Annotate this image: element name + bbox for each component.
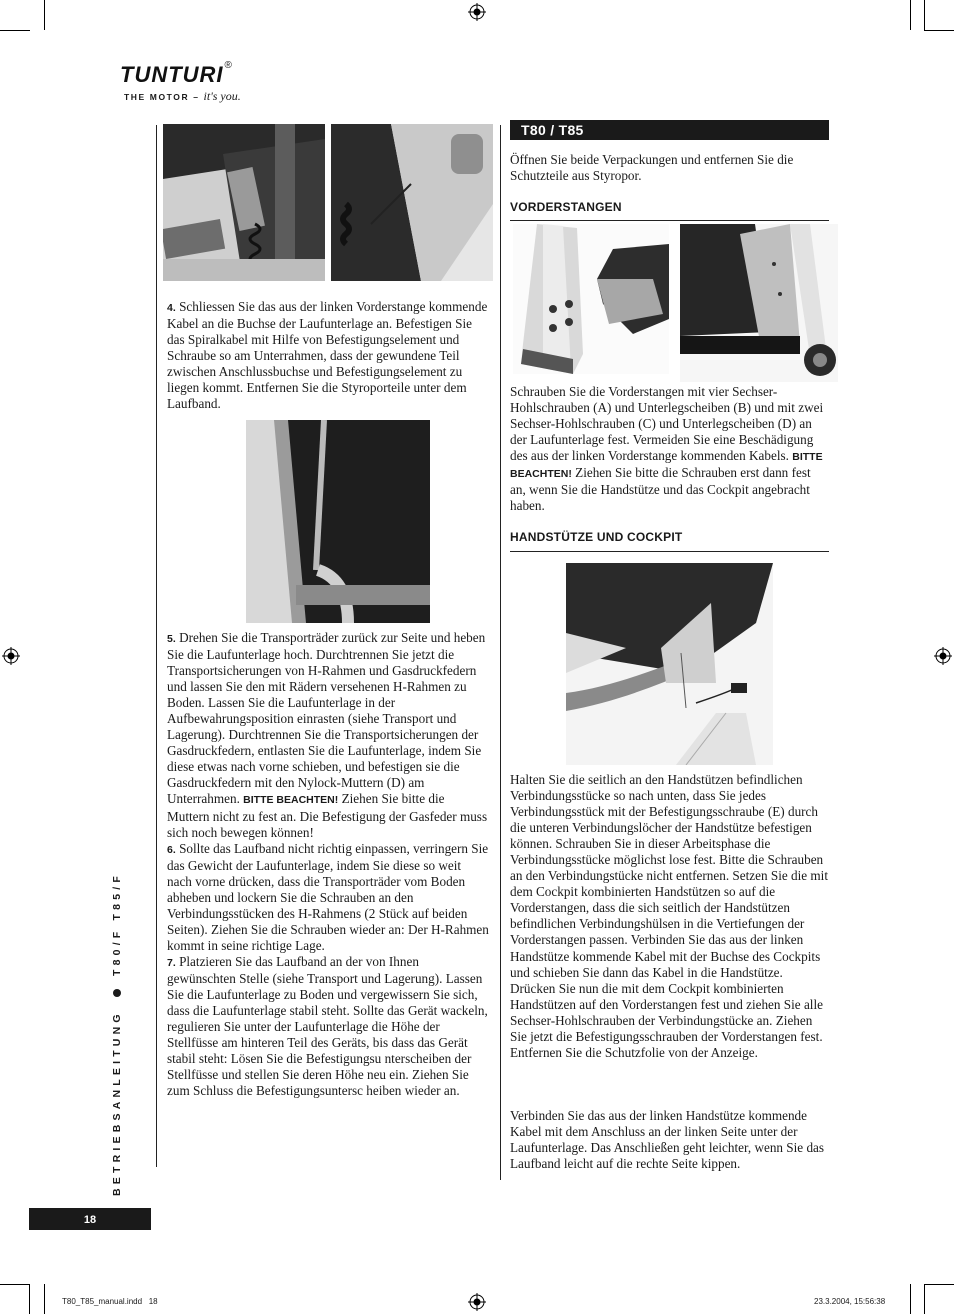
crop-mark (0, 30, 30, 31)
crop-mark (924, 1284, 925, 1314)
figure-handrail-cockpit (566, 563, 773, 765)
tagline-italic: it's you. (203, 89, 241, 103)
manual-title: BETRIEBSANLEITUNG (111, 1010, 123, 1196)
footer-file: T80_T85_manual.indd 18 (62, 1297, 158, 1306)
registered-mark: ® (224, 60, 232, 71)
vorderstangen-para: Schrauben Sie die Vorderstangen mit vier Sechser-Hohlschrauben (A) und Unterlegscheiben (B) und mit zwei Sechser-Hohlschrauben (C) und Unterlegscheiben (D) an der Laufunterlage fest. Vermeiden Sie eine Beschädigung des aus der linken Vorderstange kommenden Kabels. (510, 384, 824, 464)
subheading-rule (510, 220, 829, 221)
logo-wordmark: TUNTURI (120, 62, 224, 87)
vorderstangen-tail: Ziehen Sie bitte die Schrauben erst dann fest an, wenn Sie die Handstütze und das Cockpit angebracht haben. (510, 465, 811, 514)
model-label: T80/F T85/F (111, 872, 123, 976)
crop-mark (910, 1284, 911, 1314)
brand-tagline (124, 87, 241, 105)
crop-mark (44, 1284, 45, 1314)
crop-mark (44, 0, 45, 30)
section-title-bar (510, 120, 829, 140)
crop-mark (0, 1284, 30, 1285)
step-7-number: 7. (167, 956, 176, 969)
crop-mark (924, 0, 925, 30)
side-divider (156, 125, 157, 1167)
footer-timestamp: 23.3.2004, 15:56:38 (814, 1297, 886, 1306)
vorderstangen-text (510, 384, 828, 514)
step-4-number: 4. (167, 302, 176, 314)
crop-mark (924, 30, 954, 31)
column-divider (500, 125, 501, 1180)
handstuetze-text: Halten Sie die seitlich an den Handstützen befindlichen Verbindungsstücke so nach unten, dass Sie jedes Verbindungsstück mit der Befestigungsschraube (E) durch die unteren Verbindungslöcher der Handstütze befestigen können. Schrauben Sie in dieser Arbeitsphase die Verbindungsstücke möglichst lose fest. Bitte die Schrauben an den Verbindungstücke nicht entfernen. Setzen Sie die mit dem Cockpit kombinierten Handstützen so auf die Vorderstangen, dass die sich seitlich der Handstützen befindlichen Verbindungshülsen in die Vertiefungen der Vorderstangen passen. Verbinden Sie das aus der linken Handstütze kommende Kabel mit der Buchse des Cockpits und schieben Sie dann das Kabel in die Handstütze. Drücken Sie nun die mit dem Cockpit kombinierten Handstützen auf den Vorderstangen fest und ziehen Sie alle Sechser-Hohlschrauben der Verbindungstücke an. Ziehen Sie jetzt die Befestigungsschrauben der Vorderstangen fest. Entfernen Sie die Schutzfolie von der Anzeige. (510, 772, 828, 1060)
step-4-text: Schliessen Sie das aus der linken Vorderstange kommende Kabel an die Buchse der Laufunterlage an. Befestigen Sie das Spiralkabel mit Hilfe von Befestigungselement und Schraube so am Unterrahmen, dass der gewundene Teil zwischen Anschlussbuchse und Befestigungselement zu liegen kommt. Entfernen Sie die Styroporteile unter dem Laufband. (167, 299, 488, 412)
brand-logo (120, 62, 232, 88)
step-4 (167, 299, 489, 412)
subheading-vorderstangen: VORDERSTANGEN (510, 200, 622, 214)
step-7-text: Platzieren Sie das Laufband an der von Ihnen gewünschten Stelle (siehe Transport und Lagerung). Lassen Sie die Laufunterlage zu Boden und vergewissern Sie sich, dass die Laufunterlage stabil steht. Sollte das Gerät wackeln, regulieren Sie unter der Laufunterlage die Höhe der Stellfüsse am hinteren Teil des Geräts, bis dass das Gerät stabil steht: Lösen Sie die Befestigungsu nterscheiben der Stellfüsse und stellen Sie deren Höhe neu ein. Ziehen Sie zum Schluss die Befestigungsuntersc heiben wieder an. (167, 953, 488, 1099)
vorderstangen-warning: BITTE BEACHTEN! (510, 451, 823, 481)
subheading-rule (510, 551, 829, 552)
handstuetze-cable-text: Verbinden Sie das aus der linken Handstütze kommende Kabel mit dem Anschluss an der linken Seite unter der Laufunterlage. Das Anschließen geht leichter, wenn Sie das Laufband leicht auf die rechte Seite kippen. (510, 1108, 825, 1172)
figure-cable-connection-left (163, 124, 325, 281)
side-label (111, 872, 123, 1196)
step-5-number: 5. (167, 633, 176, 645)
step-5-tail: Ziehen Sie bitte die Muttern nicht zu fest an. Die Befestigung der Gasfeder muss sich noch bewegen können! (167, 791, 488, 840)
registration-mark-icon (468, 3, 486, 21)
page-number: 18 (83, 1214, 97, 1226)
crop-mark (29, 1284, 30, 1314)
step-6-text: Sollte das Laufband nicht richtig einpassen, verringern Sie das Gewicht der Laufunterlage, indem Sie diese so weit nach vorne drücken, dass die Transporträder vom Boden abheben und lockern Sie die Schrauben an den Verbindungsstücken des H-Rahmens (2 Stück auf beiden Seiten). Ziehen Sie die Schrauben wieder an: Der H-Rahmen kommt in seine richtige Lage. (167, 840, 489, 953)
crop-mark (910, 0, 911, 30)
step-6-number: 6. (167, 843, 176, 856)
section-title: T80 / T85 (521, 122, 584, 138)
bullet-icon (113, 989, 121, 997)
figure-front-bars-1 (513, 224, 669, 374)
step-5-warning: BITTE BEACHTEN! (243, 794, 339, 807)
subheading-handstuetze: HANDSTÜTZE UND COCKPIT (510, 530, 683, 544)
registration-mark-icon (2, 647, 20, 665)
registration-mark-icon (934, 647, 952, 665)
intro-text: Öffnen Sie beide Verpackungen und entfernen Sie die Schutzteile aus Styropor. (510, 152, 794, 184)
step-5-text: Drehen Sie die Transporträder zurück zur Seite und heben Sie die Laufunterlage hoch. Durchtrennen Sie jetzt die Transportsicherungen von H-Rahmen und Gasdruckfedern und lassen Sie den mit Rädern versehenen H-Rahmen zu Boden. Lassen Sie die Laufunterlage in der Aufbewahrungsposition einrasten (siehe Transport und Lagerung). Durchtrennen Sie die Transportsicherungen der Gasdruckfedern, entlasten Sie die Laufunterlage, indem Sie diese etwas nach vorne schieben, und befestigen sie die Gasdruckfedern mit den Nylock-Muttern (D) am Unterrahmen. (167, 630, 486, 807)
registration-mark-icon (468, 1293, 486, 1311)
figure-h-frame (246, 420, 430, 623)
tagline-caps: THE MOTOR – (124, 92, 200, 102)
page-number-box (29, 1208, 151, 1230)
step-5 (167, 630, 489, 1099)
figure-cable-connection-right (331, 124, 493, 281)
figure-front-bars-2 (680, 224, 838, 382)
crop-mark (924, 1284, 954, 1285)
